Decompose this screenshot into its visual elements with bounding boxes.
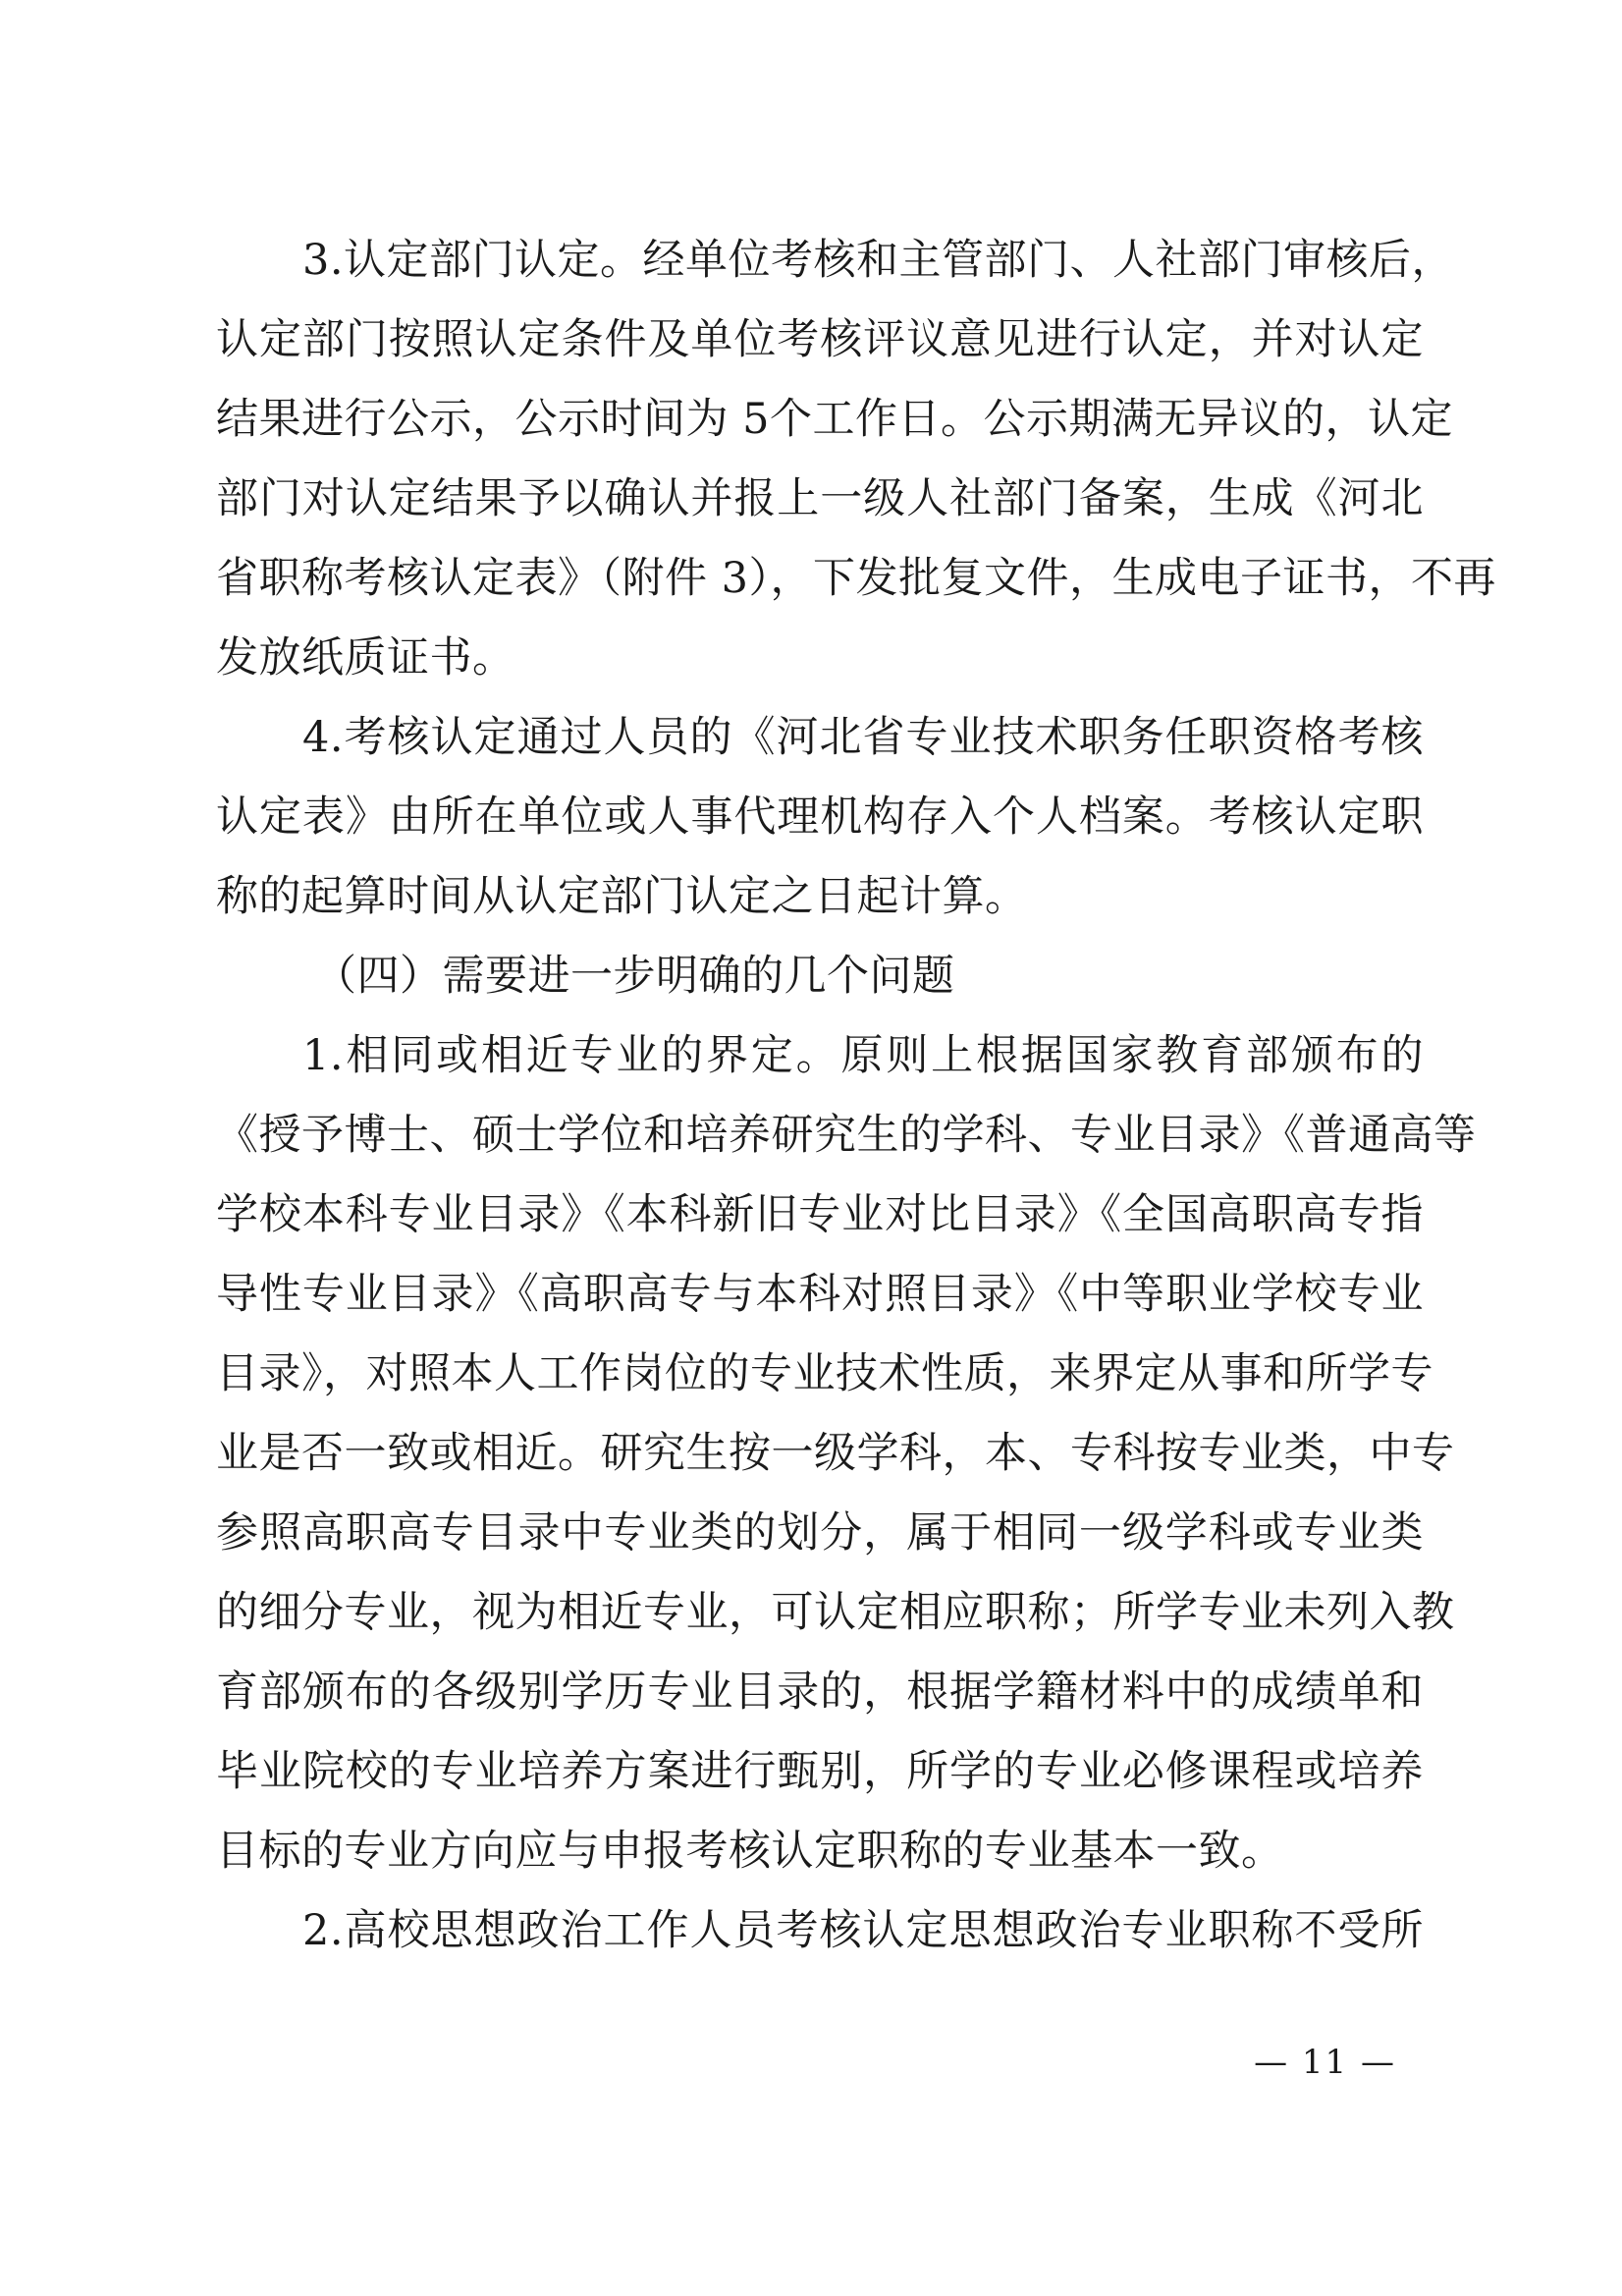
paragraph-line: 2.高校思想政治工作人员考核认定思想政治专业职称不受所 — [302, 1906, 1424, 1955]
paragraph-line: 的细分专业，视为相近专业，可认定相应职称；所学专业未列入教 — [216, 1588, 1455, 1637]
paragraph-line: 育部颁布的各级别学历专业目录的，根据学籍材料中的成绩单和 — [216, 1667, 1424, 1717]
body-text — [216, 221, 1497, 1971]
paragraph-line: 发放纸质证书。 — [216, 633, 515, 683]
paragraph-line: 业是否一致或相近。研究生按一级学科，本、专科按专业类，中专 — [216, 1429, 1455, 1478]
paragraph-line: 称的起算时间从认定部门认定之日起计算。 — [216, 872, 1028, 921]
section-heading: （四）需要进一步明确的几个问题 — [314, 952, 955, 1001]
paragraph-line: 部门对认定结果予以确认并报上一级人社部门备案，生成《河北 — [216, 474, 1424, 523]
paragraph-line: 导性专业目录》《高职高专与本科对照目录》《中等职业学校专业 — [216, 1270, 1424, 1319]
paragraph-line: 认定部门按照认定条件及单位考核评议意见进行认定，并对认定 — [216, 315, 1424, 364]
paragraph-line: 《授予博士、硕士学位和培养研究生的学科、专业目录》《普通高等 — [216, 1111, 1477, 1160]
paragraph-line: 省职称考核认定表》（附件 3），下发批复文件，生成电子证书，不再 — [216, 554, 1497, 603]
paragraph-line: 4.考核认定通过人员的《河北省专业技术职务任职资格考核 — [302, 713, 1424, 762]
paragraph-line: 目标的专业方向应与申报考核认定职称的专业基本一致。 — [216, 1827, 1284, 1876]
paragraph-line: 3.认定部门认定。经单位考核和主管部门、人社部门审核后， — [302, 236, 1455, 285]
paragraph-line: 认定表》由所在单位或人事代理机构存入个人档案。考核认定职 — [216, 793, 1424, 842]
paragraph-line: 1.相同或相近专业的界定。原则上根据国家教育部颁布的 — [302, 1031, 1424, 1080]
paragraph-line: 目录》，对照本人工作岗位的专业技术性质，来界定从事和所学专 — [216, 1349, 1433, 1398]
paragraph-line: 学校本科专业目录》《本科新旧专业对比目录》《全国高职高专指 — [216, 1190, 1424, 1239]
paragraph-line: 结果进行公示，公示时间为 5个工作日。公示期满无异议的，认定 — [216, 395, 1454, 444]
page-number: — 11 — — [1254, 2043, 1396, 2082]
paragraph-line: 参照高职高专目录中专业类的划分，属于相同一级学科或专业类 — [216, 1508, 1424, 1558]
paragraph-line: 毕业院校的专业培养方案进行甄别，所学的专业必修课程或培养 — [216, 1747, 1424, 1796]
